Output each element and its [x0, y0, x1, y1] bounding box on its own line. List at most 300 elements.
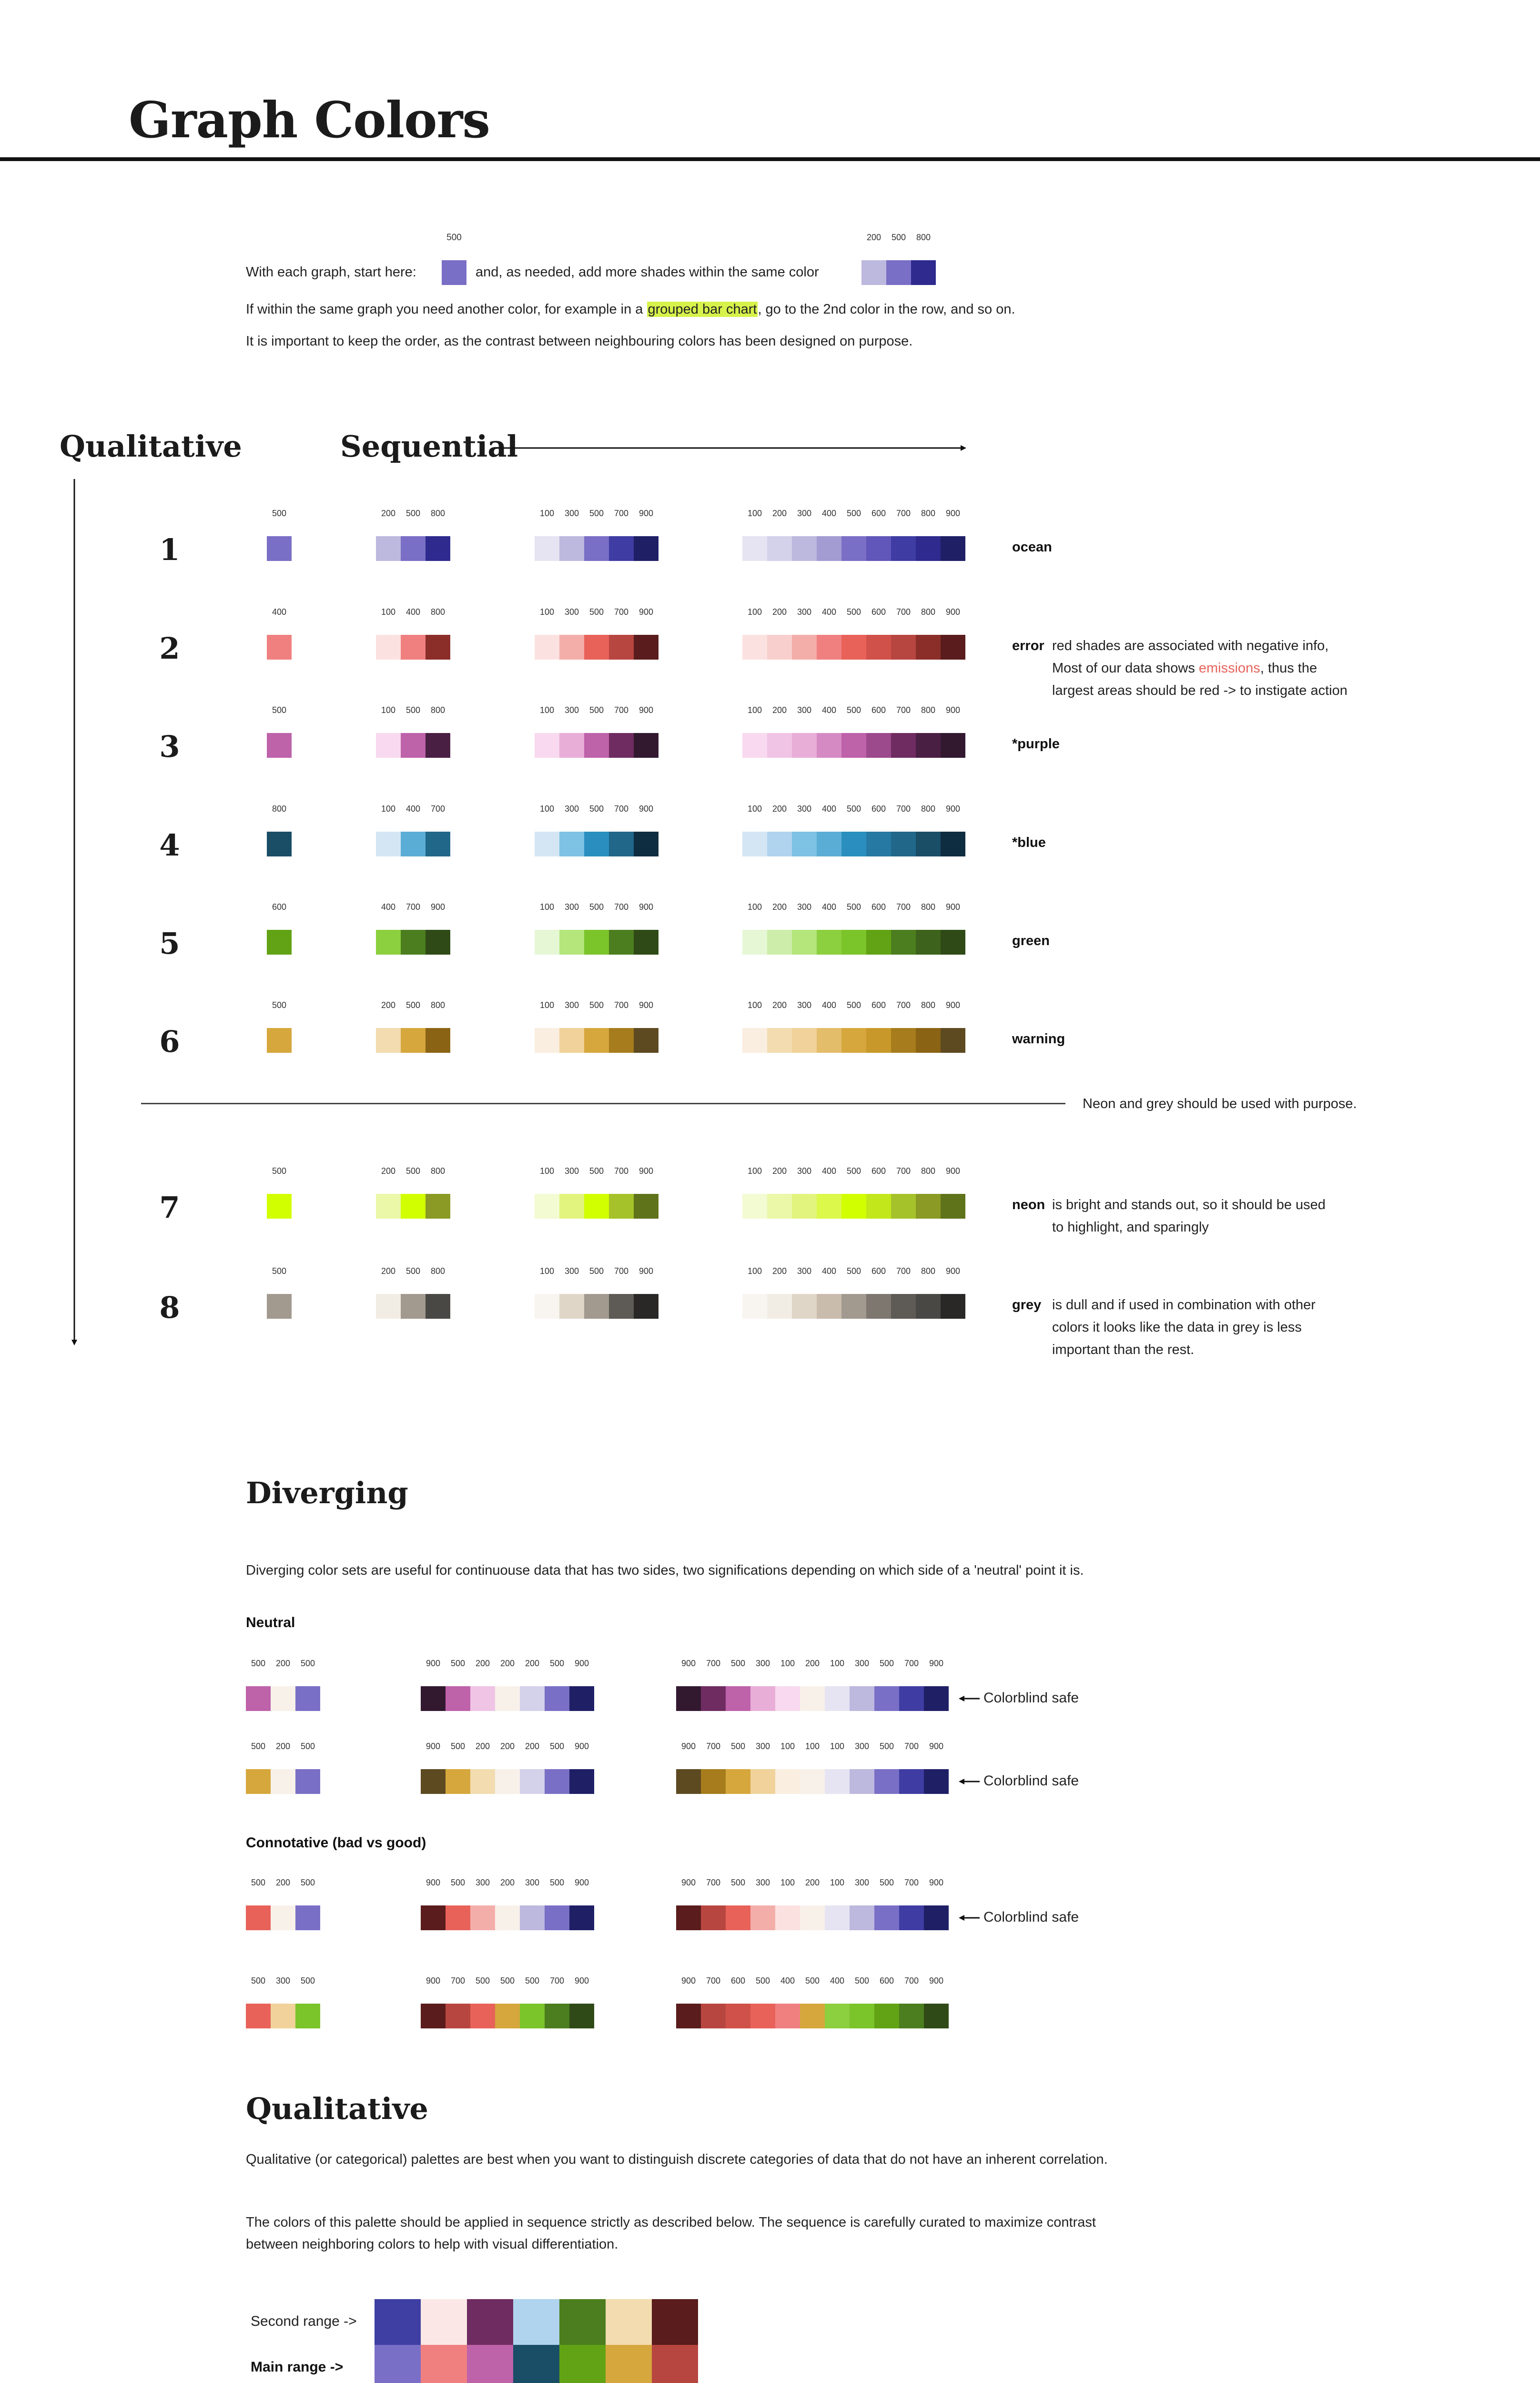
set9-swatch	[891, 733, 916, 758]
row-note-title: *purple	[1012, 736, 1060, 752]
div3-swatch	[295, 1769, 320, 1794]
set9-shade-label: 900	[945, 705, 961, 715]
div3-shade-label: 500	[251, 1741, 266, 1751]
div7-shade-label: 500	[549, 1741, 565, 1751]
set9-swatch	[916, 1028, 941, 1053]
main-shade-label: 600	[272, 902, 287, 912]
set9-shade-label: 400	[821, 607, 837, 617]
set3-swatch	[401, 635, 426, 660]
grid-cell	[606, 2345, 652, 2383]
set9-swatch	[841, 1028, 866, 1053]
set5-shade-label: 900	[638, 902, 654, 912]
div7-shade-label: 200	[525, 1659, 540, 1668]
div11-swatch	[775, 1686, 800, 1711]
div11-shade-label: 900	[681, 1741, 696, 1751]
row-note-line2: colors it looks like the data in grey is less	[1052, 1320, 1302, 1335]
set9-shade-label: 800	[921, 804, 936, 814]
set5-swatch	[559, 1028, 584, 1053]
set3-swatch	[376, 635, 401, 660]
div7-swatch	[421, 1769, 446, 1794]
div3-swatch	[246, 1686, 271, 1711]
set9-shade-label: 300	[797, 902, 812, 912]
set9-swatch	[891, 1028, 916, 1053]
main-swatch	[267, 832, 292, 856]
set5-shade-label: 100	[539, 509, 555, 518]
set9-swatch	[767, 1194, 792, 1219]
set9-swatch	[866, 1028, 891, 1053]
main-shade-label: 500	[272, 705, 287, 715]
intro-more-shade-label: 200	[866, 233, 881, 242]
set9-swatch	[891, 832, 916, 856]
set3-swatch	[376, 1294, 401, 1319]
div3-shade-label: 300	[275, 1976, 291, 1986]
div11-shade-label: 600	[730, 1976, 746, 1986]
div7-swatch	[545, 1905, 569, 1930]
div11-swatch	[874, 1769, 899, 1794]
grid-cell	[421, 2299, 467, 2345]
set9-swatch	[916, 733, 941, 758]
set3-swatch	[376, 1028, 401, 1053]
qualitative-heading: Qualitative	[246, 2091, 428, 2126]
row-number: 8	[159, 1290, 180, 1325]
set5-shade-label: 300	[564, 1000, 579, 1010]
div7-swatch	[421, 1905, 446, 1930]
set9-swatch	[866, 536, 891, 561]
div11-swatch	[701, 2004, 726, 2028]
div3-swatch	[295, 1686, 320, 1711]
set9-shade-label: 900	[945, 1266, 961, 1276]
set3-shade-label: 800	[430, 509, 446, 518]
div11-swatch	[750, 1769, 775, 1794]
set9-swatch	[916, 635, 941, 660]
set9-swatch	[767, 536, 792, 561]
set9-shade-label: 300	[797, 607, 812, 617]
set9-shade-label: 400	[821, 1266, 837, 1276]
set9-shade-label: 200	[772, 1266, 787, 1276]
div11-shade-label: 700	[706, 1741, 721, 1751]
div7-swatch	[495, 1905, 520, 1930]
qualitative-arrow	[70, 479, 79, 1347]
set9-swatch	[817, 1028, 841, 1053]
set9-swatch	[841, 832, 866, 856]
set5-swatch	[535, 733, 559, 758]
div11-swatch	[874, 2004, 899, 2028]
set5-swatch	[584, 733, 609, 758]
set5-swatch	[535, 930, 559, 955]
left-arrow-icon	[959, 1777, 981, 1786]
row-number: 3	[159, 729, 180, 764]
set9-swatch	[941, 1194, 965, 1219]
div11-shade-label: 500	[879, 1659, 894, 1668]
set3-shade-label: 800	[430, 1266, 446, 1276]
set9-swatch	[866, 635, 891, 660]
set5-shade-label: 300	[564, 1166, 579, 1176]
set9-swatch	[742, 635, 767, 660]
div7-swatch	[569, 2004, 594, 2028]
div7-swatch	[520, 2004, 545, 2028]
set3-swatch	[376, 536, 401, 561]
set3-shade-label: 700	[430, 804, 446, 814]
div3-swatch	[271, 1905, 295, 1930]
div3-shade-label: 500	[300, 1659, 315, 1668]
set3-shade-label: 200	[381, 1266, 396, 1276]
set5-swatch	[634, 1194, 659, 1219]
div7-swatch	[470, 1686, 495, 1711]
set9-shade-label: 200	[772, 1166, 787, 1176]
div7-swatch	[545, 1769, 569, 1794]
set9-swatch	[792, 930, 817, 955]
div7-swatch	[520, 1769, 545, 1794]
div11-shade-label: 700	[904, 1878, 919, 1887]
div7-swatch	[569, 1905, 594, 1930]
div11-shade-label: 700	[706, 1976, 721, 1986]
row-note-title: error	[1012, 638, 1044, 653]
set9-swatch	[866, 1294, 891, 1319]
div7-shade-label: 200	[500, 1741, 515, 1751]
intro-line1-start: With each graph, start here:	[246, 265, 416, 280]
grid-cell	[375, 2299, 421, 2345]
set9-swatch	[817, 1194, 841, 1219]
set9-shade-label: 700	[896, 902, 911, 912]
row-note-line2	[1052, 657, 1317, 680]
set9-shade-label: 900	[945, 509, 961, 518]
div3-shade-label: 500	[300, 1976, 315, 1986]
div11-swatch	[850, 2004, 874, 2028]
div7-shade-label: 500	[549, 1878, 565, 1887]
qualitative-desc2-line1: The colors of this palette should be applied in sequence strictly as described below. The sequence is carefully curated to maximize contrast	[246, 2215, 1096, 2230]
div7-swatch	[495, 1769, 520, 1794]
row-note-title: *blue	[1012, 835, 1046, 850]
div11-swatch	[800, 1769, 825, 1794]
set5-shade-label: 300	[564, 804, 579, 814]
grid-cell	[652, 2299, 698, 2345]
main-shade-label: 800	[272, 804, 287, 814]
set3-swatch	[426, 536, 450, 561]
set3-swatch	[426, 832, 450, 856]
set9-swatch	[792, 635, 817, 660]
set9-shade-label: 200	[772, 804, 787, 814]
set9-swatch	[916, 1194, 941, 1219]
set9-swatch	[792, 1294, 817, 1319]
div3-shade-label: 500	[300, 1878, 315, 1887]
set9-shade-label: 900	[945, 1166, 961, 1176]
set9-shade-label: 800	[921, 1266, 936, 1276]
div11-shade-label: 300	[854, 1659, 870, 1668]
set3-swatch	[376, 733, 401, 758]
set5-shade-label: 700	[614, 1266, 629, 1276]
set5-swatch	[584, 536, 609, 561]
div11-swatch	[676, 2004, 701, 2028]
div7-swatch	[495, 2004, 520, 2028]
div7-shade-label: 900	[574, 1659, 589, 1668]
diverging-description: Diverging color sets are useful for continuouse data that has two sides, two significations depending on which side of a 'neutral' point it is.	[246, 1563, 1084, 1578]
row-note-line3: important than the rest.	[1052, 1342, 1195, 1357]
div3-shade-label: 500	[251, 1976, 266, 1986]
div7-shade-label: 900	[574, 1976, 589, 1986]
main-swatch	[267, 635, 292, 660]
set3-swatch	[426, 733, 450, 758]
row-number: 6	[159, 1024, 180, 1059]
set9-swatch	[941, 930, 965, 955]
set9-shade-label: 900	[945, 902, 961, 912]
set9-shade-label: 800	[921, 705, 936, 715]
set9-swatch	[742, 1294, 767, 1319]
div11-swatch	[899, 1769, 924, 1794]
div11-shade-label: 500	[805, 1976, 820, 1986]
set5-swatch	[584, 930, 609, 955]
set5-shade-label: 500	[589, 902, 604, 912]
div11-shade-label: 100	[830, 1878, 845, 1887]
div7-shade-label: 500	[450, 1659, 466, 1668]
set9-shade-label: 500	[846, 1000, 861, 1010]
set9-shade-label: 400	[821, 1000, 837, 1010]
set5-swatch	[634, 832, 659, 856]
div7-shade-label: 700	[549, 1976, 565, 1986]
div7-shade-label: 900	[426, 1976, 441, 1986]
qualitative-desc1: Qualitative (or categorical) palettes are best when you want to distinguish discrete categories of data that do not have an inherent correlation.	[246, 2152, 1108, 2167]
div3-shade-label: 500	[300, 1741, 315, 1751]
set5-swatch	[535, 1194, 559, 1219]
div3-swatch	[271, 1769, 295, 1794]
div11-shade-label: 900	[681, 1878, 696, 1887]
div7-swatch	[545, 2004, 569, 2028]
set3-swatch	[376, 832, 401, 856]
row-note-line1: is bright and stands out, so it should be used	[1052, 1197, 1326, 1212]
set9-shade-label: 600	[871, 1166, 886, 1176]
set9-shade-label: 800	[921, 902, 936, 912]
set9-shade-label: 500	[846, 902, 861, 912]
set9-swatch	[817, 832, 841, 856]
set9-swatch	[891, 635, 916, 660]
set9-shade-label: 800	[921, 1000, 936, 1010]
div11-swatch	[726, 1686, 750, 1711]
set3-swatch	[426, 1194, 450, 1219]
set5-swatch	[584, 832, 609, 856]
main-swatch	[267, 536, 292, 561]
set9-swatch	[941, 635, 965, 660]
intro-more-swatch	[861, 260, 886, 285]
set9-shade-label: 500	[846, 804, 861, 814]
set9-swatch	[767, 733, 792, 758]
qualitative-desc2-line2: between neighboring colors to help with visual differentiation.	[246, 2237, 618, 2252]
set5-shade-label: 100	[539, 607, 555, 617]
set5-swatch	[609, 635, 634, 660]
set5-swatch	[584, 635, 609, 660]
div11-swatch	[825, 1686, 850, 1711]
div11-shade-label: 300	[854, 1741, 870, 1751]
main-swatch	[267, 733, 292, 758]
colorblind-safe-note: Colorblind safe	[983, 1773, 1079, 1789]
intro-line1-mid: and, as needed, add more shades within the same color	[476, 265, 819, 280]
div11-swatch	[924, 1686, 949, 1711]
set5-swatch	[584, 1194, 609, 1219]
set3-shade-label: 400	[381, 902, 396, 912]
set9-swatch	[866, 832, 891, 856]
set9-shade-label: 900	[945, 1000, 961, 1010]
set3-swatch	[401, 1294, 426, 1319]
row-number: 2	[159, 631, 180, 666]
set5-shade-label: 300	[564, 705, 579, 715]
set9-swatch	[817, 536, 841, 561]
div7-shade-label: 300	[475, 1878, 490, 1887]
row-note-title: neon	[1012, 1197, 1045, 1212]
set9-swatch	[792, 1194, 817, 1219]
main-shade-label: 500	[272, 1000, 287, 1010]
grid-cell	[652, 2345, 698, 2383]
div7-swatch	[495, 1686, 520, 1711]
set9-shade-label: 800	[921, 1166, 936, 1176]
set3-shade-label: 100	[381, 804, 396, 814]
set9-shade-label: 100	[747, 902, 762, 912]
set3-swatch	[426, 1294, 450, 1319]
div7-swatch	[470, 1905, 495, 1930]
div7-swatch	[421, 2004, 446, 2028]
div11-swatch	[676, 1905, 701, 1930]
set5-swatch	[535, 536, 559, 561]
set5-swatch	[634, 733, 659, 758]
set5-swatch	[535, 1294, 559, 1319]
main-swatch	[267, 1294, 292, 1319]
set5-shade-label: 500	[589, 509, 604, 518]
row-number: 4	[159, 828, 180, 863]
set9-swatch	[742, 930, 767, 955]
div11-swatch	[924, 1905, 949, 1930]
div11-swatch	[726, 1769, 750, 1794]
set9-shade-label: 300	[797, 1166, 812, 1176]
set5-swatch	[634, 1028, 659, 1053]
row-note-emphasis: emissions	[1198, 661, 1260, 676]
row-note-title: warning	[1012, 1031, 1065, 1047]
div7-swatch	[446, 2004, 470, 2028]
div11-shade-label: 700	[904, 1741, 919, 1751]
div11-shade-label: 100	[830, 1741, 845, 1751]
set9-shade-label: 600	[871, 902, 886, 912]
set5-shade-label: 700	[614, 509, 629, 518]
colorblind-safe-note: Colorblind safe	[983, 1690, 1079, 1706]
set5-shade-label: 900	[638, 1000, 654, 1010]
set9-swatch	[891, 536, 916, 561]
row-note-line3: largest areas should be red -> to instigate action	[1052, 683, 1348, 698]
div11-swatch	[676, 1769, 701, 1794]
set5-swatch	[609, 930, 634, 955]
set9-swatch	[742, 1194, 767, 1219]
set5-shade-label: 100	[539, 1000, 555, 1010]
div11-shade-label: 200	[805, 1878, 820, 1887]
set9-swatch	[916, 930, 941, 955]
div7-shade-label: 200	[500, 1878, 515, 1887]
set9-shade-label: 200	[772, 607, 787, 617]
set9-shade-label: 900	[945, 607, 961, 617]
set3-swatch	[401, 832, 426, 856]
set3-shade-label: 800	[430, 1166, 446, 1176]
set9-swatch	[866, 733, 891, 758]
set3-shade-label: 800	[430, 1000, 446, 1010]
set5-swatch	[584, 1294, 609, 1319]
set5-swatch	[559, 930, 584, 955]
set9-shade-label: 600	[871, 804, 886, 814]
range-label: Main range ->	[251, 2359, 344, 2375]
set9-shade-label: 400	[821, 1166, 837, 1176]
div7-shade-label: 500	[450, 1878, 466, 1887]
div11-swatch	[924, 2004, 949, 2028]
div11-swatch	[825, 1769, 850, 1794]
div7-shade-label: 300	[525, 1878, 540, 1887]
div11-shade-label: 900	[929, 1878, 944, 1887]
row-number: 7	[159, 1190, 180, 1225]
div7-swatch	[520, 1686, 545, 1711]
div7-shade-label: 500	[500, 1976, 515, 1986]
main-shade-label: 500	[272, 1266, 287, 1276]
set9-swatch	[792, 1028, 817, 1053]
set9-shade-label: 100	[747, 705, 762, 715]
main-swatch	[267, 1194, 292, 1219]
div11-shade-label: 100	[805, 1741, 820, 1751]
div11-swatch	[750, 2004, 775, 2028]
grid-cell	[559, 2345, 606, 2383]
set9-shade-label: 400	[821, 902, 837, 912]
div7-shade-label: 900	[574, 1741, 589, 1751]
set5-swatch	[609, 832, 634, 856]
set3-swatch	[401, 733, 426, 758]
set9-swatch	[941, 832, 965, 856]
set9-shade-label: 200	[772, 705, 787, 715]
div3-shade-label: 500	[251, 1878, 266, 1887]
set9-swatch	[767, 1028, 792, 1053]
div7-swatch	[446, 1769, 470, 1794]
set9-shade-label: 700	[896, 1166, 911, 1176]
grid-cell	[513, 2345, 559, 2383]
set9-swatch	[866, 1194, 891, 1219]
set3-shade-label: 900	[430, 902, 446, 912]
connotative-label: Connotative (bad vs good)	[246, 1835, 426, 1851]
sequential-header: Sequential	[340, 429, 518, 464]
title-divider	[0, 157, 1540, 161]
div3-swatch	[295, 2004, 320, 2028]
div7-swatch	[520, 1905, 545, 1930]
div11-swatch	[800, 2004, 825, 2028]
div11-swatch	[874, 1905, 899, 1930]
page-title: Graph Colors	[129, 91, 490, 149]
set9-shade-label: 800	[921, 607, 936, 617]
set5-shade-label: 900	[638, 705, 654, 715]
set5-shade-label: 300	[564, 902, 579, 912]
set5-swatch	[609, 1294, 634, 1319]
neutral-label: Neutral	[246, 1615, 295, 1630]
set9-swatch	[767, 930, 792, 955]
div7-swatch	[421, 1686, 446, 1711]
div11-swatch	[874, 1686, 899, 1711]
set9-swatch	[916, 1294, 941, 1319]
div3-shade-label: 200	[275, 1878, 291, 1887]
intro-line2-after: , go to the 2nd color in the row, and so on.	[758, 302, 1015, 317]
sequential-arrow	[500, 443, 967, 453]
set5-swatch	[559, 733, 584, 758]
div11-swatch	[726, 2004, 750, 2028]
set9-swatch	[817, 1294, 841, 1319]
set9-shade-label: 600	[871, 705, 886, 715]
row-note-line1: is dull and if used in combination with other	[1052, 1297, 1316, 1313]
set5-shade-label: 300	[564, 509, 579, 518]
set3-shade-label: 400	[405, 607, 421, 617]
div11-shade-label: 900	[681, 1659, 696, 1668]
div3-swatch	[246, 1905, 271, 1930]
set5-shade-label: 500	[589, 804, 604, 814]
div3-swatch	[271, 1686, 295, 1711]
main-shade-label: 500	[272, 509, 287, 518]
intro-highlight: grouped bar chart	[648, 302, 757, 317]
div11-shade-label: 100	[830, 1659, 845, 1668]
set9-shade-label: 300	[797, 509, 812, 518]
